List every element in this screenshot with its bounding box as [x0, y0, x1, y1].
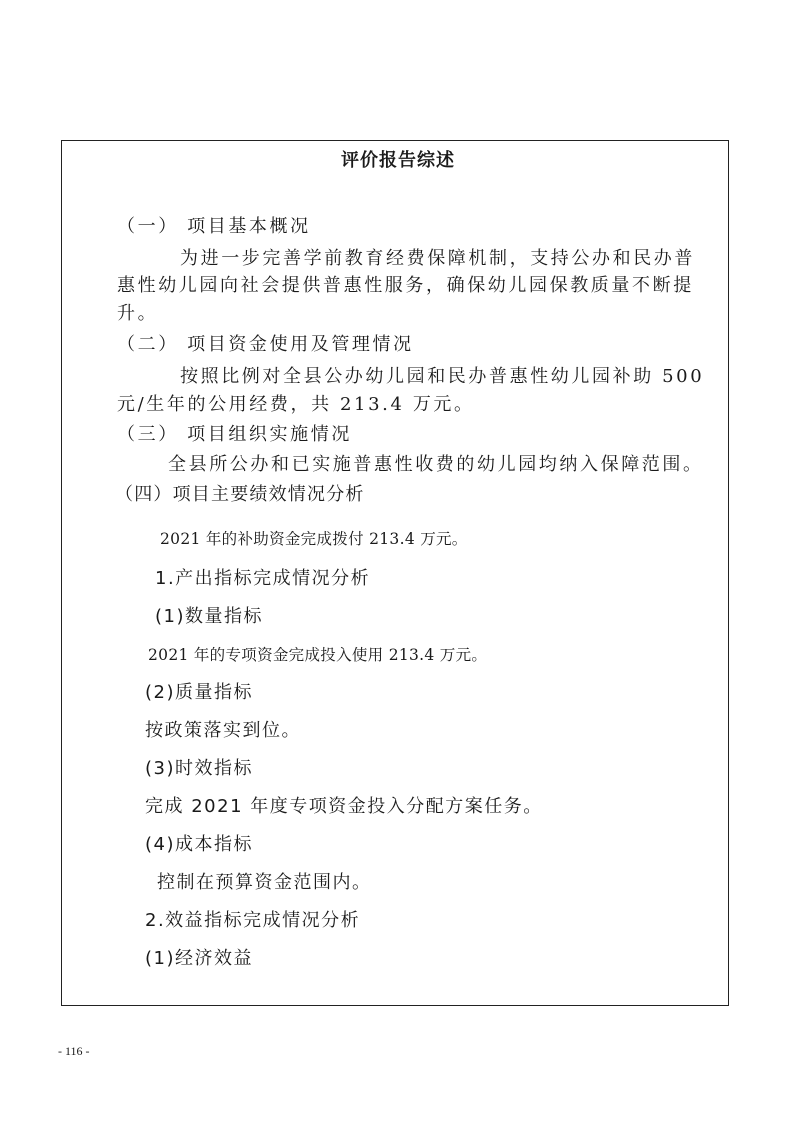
section3-paragraph-line1: 全县所公办和已实施普惠性收费的幼儿园均纳入保障范围。: [168, 454, 704, 475]
cost-indicator-heading: (4)成本指标: [145, 834, 253, 855]
quality-indicator-heading: (2)质量指标: [145, 682, 253, 703]
section1-paragraph-line2: 惠性幼儿园向社会提供普惠性服务，确保幼儿园保教质量不断提: [117, 275, 694, 296]
section1-paragraph-line3: 升。: [117, 303, 159, 324]
output-indicator-heading: 1.产出指标完成情况分析: [155, 568, 371, 589]
report-title: 评价报告综述: [341, 150, 455, 171]
cost-indicator-text: 控制在预算资金范围内。: [157, 872, 372, 893]
section2-heading: （二） 项目资金使用及管理情况: [117, 334, 414, 355]
section2-paragraph-line2: 元/生年的公用经费，共 213.4 万元。: [117, 394, 475, 415]
quantity-indicator-heading: (1)数量指标: [155, 606, 263, 627]
timeliness-indicator-text: 完成 2021 年度专项资金投入分配方案任务。: [145, 796, 543, 817]
section1-paragraph-line1: 为进一步完善学前教育经费保障机制，支持公办和民办普: [180, 248, 695, 269]
quality-indicator-text: 按政策落实到位。: [145, 720, 301, 741]
section4-summary: 2021 年的补助资金完成拨付 213.4 万元。: [160, 530, 468, 548]
section4-heading: （四）项目主要绩效情况分析: [115, 484, 365, 505]
quantity-indicator-text: 2021 年的专项资金完成投入使用 213.4 万元。: [148, 646, 488, 664]
section3-heading: （三） 项目组织实施情况: [117, 424, 352, 445]
section1-heading: （一） 项目基本概况: [117, 216, 311, 237]
economic-benefit-heading: (1)经济效益: [145, 948, 253, 969]
section2-paragraph-line1: 按照比例对全县公办幼儿园和民办普惠性幼儿园补助 500: [180, 366, 705, 387]
page-number: - 116 -: [58, 1044, 90, 1058]
benefit-indicator-heading: 2.效益指标完成情况分析: [145, 910, 361, 931]
timeliness-indicator-heading: (3)时效指标: [145, 758, 253, 779]
